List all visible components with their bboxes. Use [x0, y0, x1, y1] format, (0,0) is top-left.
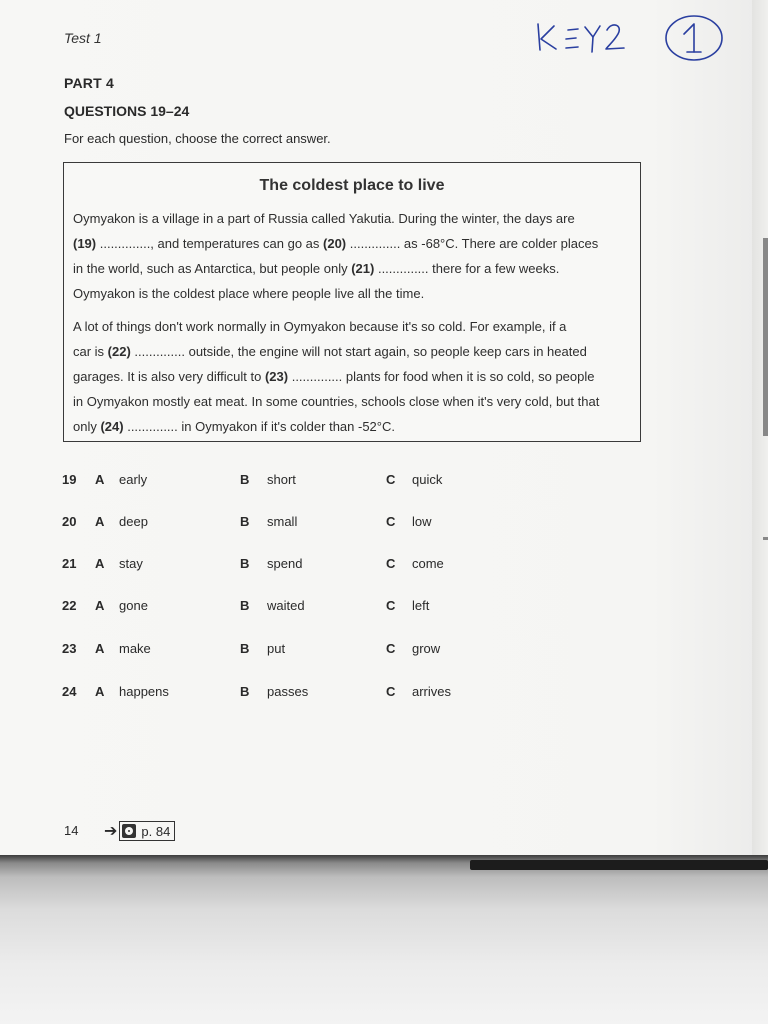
option-letter-c: C — [386, 641, 396, 656]
option-letter-b: B — [240, 556, 250, 571]
option-b-20[interactable]: small — [267, 514, 298, 529]
edge-mark — [763, 537, 768, 540]
gap-24-number: (24) — [100, 419, 124, 434]
gap-21-number: (21) — [351, 261, 375, 276]
passage-paragraph-2 — [73, 314, 633, 439]
option-row-19 — [62, 472, 532, 494]
passage-text: .............., and temperatures can go as — [96, 236, 324, 251]
option-letter-c: C — [386, 598, 396, 613]
option-c-19[interactable]: quick — [412, 472, 443, 487]
option-b-23[interactable]: put — [267, 641, 286, 656]
option-b-19[interactable]: short — [267, 472, 296, 487]
option-c-22[interactable]: left — [412, 598, 430, 613]
option-b-22[interactable]: waited — [267, 598, 305, 613]
reading-passage-box — [63, 162, 641, 442]
option-letter-c: C — [386, 514, 396, 529]
gap-19-number: (19) — [73, 236, 97, 251]
question-number: 19 — [62, 472, 77, 487]
answer-key-reference[interactable] — [104, 821, 175, 841]
option-letter-b: B — [240, 684, 250, 699]
passage-text: .............. there for a few weeks. — [374, 261, 560, 276]
option-letter-a: A — [95, 556, 105, 571]
question-number: 23 — [62, 641, 77, 656]
instruction-text: For each question, choose the correct answer. — [64, 131, 331, 146]
gap-23-number: (23) — [264, 369, 289, 384]
option-letter-b: B — [240, 514, 250, 529]
handwritten-key-note — [532, 12, 732, 72]
option-row-24 — [62, 684, 532, 706]
reference-page: p. 84 — [141, 823, 171, 839]
page-number: 14 — [64, 823, 79, 838]
option-a-19[interactable]: early — [119, 472, 148, 487]
question-number: 21 — [62, 556, 77, 571]
passage-paragraph-1 — [73, 206, 633, 306]
question-number: 20 — [62, 514, 77, 529]
option-a-22[interactable]: gone — [119, 598, 148, 613]
passage-text: .............. outside, the engine will not start again, so people keep cars in heated — [130, 344, 587, 359]
option-c-24[interactable]: arrives — [412, 684, 452, 699]
scan-edge-bar — [470, 860, 768, 870]
option-letter-c: C — [386, 472, 396, 487]
passage-text: .............. plants for food when it is so cold, so people — [288, 369, 595, 384]
option-letter-b: B — [240, 641, 250, 656]
option-a-20[interactable]: deep — [119, 514, 148, 529]
passage-text: .............. as -68°C. There are colder places — [346, 236, 599, 251]
option-c-20[interactable]: low — [412, 514, 432, 529]
reference-box — [119, 821, 175, 841]
question-number: 24 — [62, 684, 77, 699]
option-letter-b: B — [240, 598, 250, 613]
passage-line — [73, 414, 633, 439]
passage-line: A lot of things don't work normally in Oymyakon because it's so cold. For example, if a — [73, 319, 567, 334]
edge-mark — [763, 238, 768, 436]
option-letter-a: A — [95, 472, 105, 487]
question-number: 22 — [62, 598, 77, 613]
gap-22-number: (22) — [107, 344, 131, 359]
option-a-21[interactable]: stay — [119, 556, 143, 571]
passage-line: Oymyakon is the coldest place where people live all the time. — [73, 286, 425, 301]
option-letter-a: A — [95, 641, 105, 656]
option-row-22 — [62, 598, 532, 620]
passage-line — [73, 339, 633, 364]
option-letter-c: C — [386, 556, 396, 571]
passage-line — [73, 256, 633, 281]
passage-text: car is — [73, 344, 108, 359]
passage-line: Oymyakon is a village in a part of Russia called Yakutia. During the winter, the days are — [73, 211, 575, 226]
option-b-21[interactable]: spend — [267, 556, 303, 571]
option-letter-c: C — [386, 684, 396, 699]
option-letter-a: A — [95, 684, 105, 699]
option-letter-a: A — [95, 598, 105, 613]
option-c-23[interactable]: grow — [412, 641, 441, 656]
passage-text: garages. It is also very difficult to — [73, 369, 265, 384]
passage-line — [73, 364, 633, 389]
passage-text: only — [73, 419, 101, 434]
option-row-20 — [62, 514, 532, 536]
cd-icon — [122, 824, 136, 838]
passage-text: .............. in Oymyakon if it's colder than -52°C. — [123, 419, 395, 434]
scan-shadow-area — [0, 855, 768, 1024]
arrow-right-icon: ➔ — [104, 823, 118, 840]
option-row-21 — [62, 556, 532, 578]
option-row-23 — [62, 641, 532, 663]
passage-title: The coldest place to live — [259, 177, 445, 194]
option-b-24[interactable]: passes — [267, 684, 309, 699]
option-letter-b: B — [240, 472, 250, 487]
option-a-23[interactable]: make — [119, 641, 151, 656]
gap-20-number: (20) — [323, 236, 347, 251]
option-letter-a: A — [95, 514, 105, 529]
option-c-21[interactable]: come — [412, 556, 444, 571]
option-a-24[interactable]: happens — [119, 684, 169, 699]
passage-line — [73, 231, 633, 256]
passage-line: in Oymyakon mostly eat meat. In some countries, schools close when it's very cold, but that — [73, 394, 600, 409]
passage-text: in the world, such as Antarctica, but people only — [73, 261, 352, 276]
test-label: Test 1 — [64, 30, 102, 46]
part-title: PART 4 — [64, 75, 114, 91]
questions-title: QUESTIONS 19–24 — [64, 103, 190, 119]
adjacent-page-edge — [752, 0, 768, 862]
